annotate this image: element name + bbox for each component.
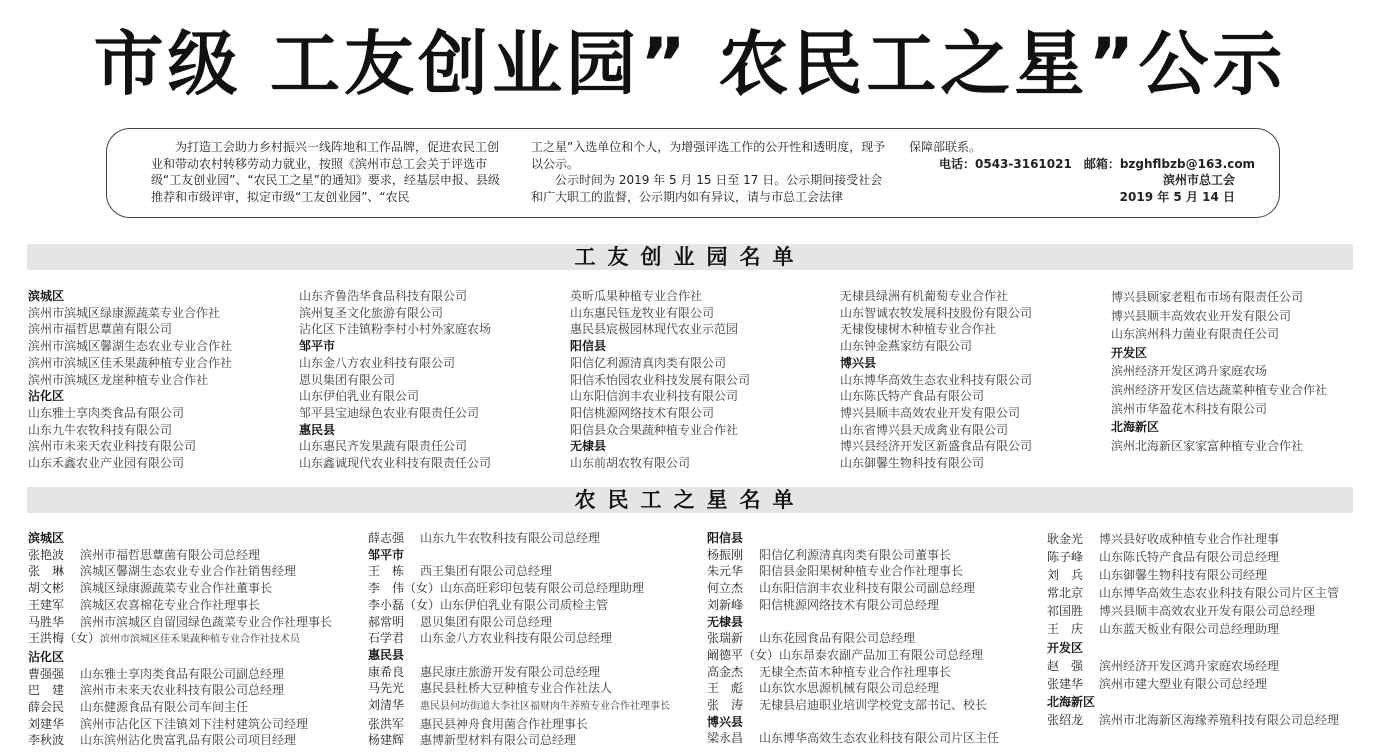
company-entry: 惠民县宸极园林现代农业示范园 — [570, 322, 739, 337]
star-entry — [1047, 602, 1339, 620]
parks-column — [299, 288, 491, 472]
company-entry: 山东惠民钰龙牧业有限公司 — [570, 305, 715, 320]
person-name: 马先光 — [368, 681, 405, 696]
star-entry — [28, 682, 332, 699]
company-entry: 山东九牛农牧科技有限公司 — [28, 422, 173, 437]
district-heading: 阳信县 — [570, 339, 607, 354]
person-name: 祁国胜 — [1047, 604, 1084, 619]
district-heading: 北海新区 — [1047, 694, 1096, 709]
star-entry — [707, 547, 999, 564]
person-name: 刘建华 — [28, 716, 65, 731]
company-entry: 山东陈氏特产食品有限公司 — [840, 389, 985, 404]
company-entry: 山东省博兴县天成禽业有限公司 — [840, 422, 1009, 437]
person-title: 山东伊伯乳业有限公司质检主管 — [440, 597, 609, 612]
person-title: 山东蓝天板业有限公司总经理助理 — [1099, 622, 1280, 637]
person-name: 王 彪 — [707, 681, 744, 696]
person-title: 滨城区农喜棉花专业合作社理事长 — [80, 597, 261, 612]
company-entry: 滨州市滨城区馨湖生态农业专业合作社 — [28, 339, 233, 354]
star-entry — [368, 680, 670, 697]
district-heading: 滨城区 — [28, 289, 65, 303]
star-entry — [1047, 530, 1339, 548]
district-heading: 惠民县 — [299, 422, 336, 437]
district-heading: 北海新区 — [1111, 420, 1160, 435]
person-title: 山东花园食品有限公司总经理 — [759, 631, 916, 646]
person-title: 滨州市未来天农业科技有限公司总经理 — [80, 683, 285, 698]
company-entry: 滨州市滨城区佳禾果蔬种植专业合作社 — [28, 355, 233, 370]
company-entry: 博兴县顺丰高效农业开发有限公司 — [1111, 308, 1292, 323]
company-entry: 恩贝集团有限公司 — [299, 372, 396, 387]
star-entry — [28, 580, 332, 597]
company-entry: 邹平县宝迪绿色农业有限责任公司 — [299, 405, 480, 420]
district-heading: 开发区 — [1047, 640, 1084, 655]
person-name: 张 琳 — [28, 564, 65, 579]
stars-column — [28, 530, 332, 749]
star-entry — [368, 530, 670, 547]
star-entry — [28, 666, 332, 683]
star-entry — [28, 547, 332, 564]
star-entry — [1047, 584, 1339, 602]
person-name: 张建华 — [1047, 676, 1084, 691]
person-title: 滨城区绿康源蔬菜专业合作社董事长 — [80, 581, 273, 596]
person-name: 张绍龙 — [1047, 712, 1084, 727]
star-entry — [707, 647, 999, 664]
person-name: 康希良 — [368, 664, 405, 679]
company-entry: 山东鑫诚现代农业科技有限责任公司 — [299, 456, 492, 471]
company-entry: 阳信禾怡园农业科技发展有限公司 — [570, 372, 751, 387]
company-entry: 滨州北海新区家家富种植专业合作社 — [1111, 438, 1304, 453]
person-title: 滨州市滨城区自留园绿色蔬菜专业合作社理事长 — [80, 614, 333, 629]
person-title: 惠民县神舟食用菌合作社理事长 — [420, 716, 589, 731]
company-entry: 山东雅士享肉类食品有限公司 — [28, 405, 185, 420]
person-title: 惠民县杜桥大豆种植专业合作社法人 — [420, 681, 613, 696]
district-heading: 无棣县 — [707, 614, 744, 629]
person-title: 惠民康庄旅游开发有限公司总经理 — [420, 664, 601, 679]
notice-date: 2019 年 5 月 14 日 — [1119, 189, 1235, 204]
person-title: 山东饮水思源机械有限公司总经理 — [759, 681, 940, 696]
notice-org: 滨州市总工会 — [1162, 173, 1235, 187]
district-heading: 博兴县 — [707, 714, 744, 729]
person-name: 张 涛 — [707, 698, 744, 713]
star-entry — [707, 563, 999, 580]
star-entry — [1047, 657, 1339, 675]
person-name: 薛志强 — [368, 531, 405, 545]
person-name: 胡文彬 — [28, 581, 65, 596]
company-entry: 博兴县经济开发区新盛食品有限公司 — [840, 439, 1033, 454]
star-entry — [707, 680, 999, 697]
section-band-parks: 工友创业园名单 — [27, 244, 1353, 270]
notice-column-2 — [531, 139, 891, 205]
person-title: 恩贝集团有限公司总经理 — [420, 614, 553, 629]
company-entry: 滨州市华盈花木科技有限公司 — [1111, 401, 1268, 416]
person-name: 石学君 — [368, 631, 405, 646]
company-entry: 山东伊伯乳业有限公司 — [299, 389, 420, 404]
person-name: 张艳波 — [28, 547, 65, 562]
company-entry: 英昕瓜果种植专业合作社 — [570, 289, 703, 303]
person-title: 滨州市福哲思蕈菌有限公司总经理 — [80, 547, 261, 562]
person-name: 高金杰 — [707, 664, 744, 679]
star-entry — [707, 697, 999, 714]
star-entry — [707, 730, 999, 747]
star-entry — [28, 732, 332, 749]
person-title: 阳信亿利源清真肉类有限公司董事长 — [759, 547, 952, 562]
person-title: 滨州市沾化区下洼镇刘下洼村建筑公司经理 — [80, 716, 309, 731]
page-title: 市级 工友创业园” 农民工之星”公示 — [93, 23, 1287, 105]
notice-paragraph: 公示时间为 2019 年 5 月 15 日至 17 日。公示期间接受社会和广大职工的监督，公示期内如有异议，请与市总工会法律 — [531, 173, 883, 204]
person-name: 梁永昌 — [707, 731, 744, 746]
company-entry: 滨州经济开发区鸿升家庭农场 — [1111, 364, 1268, 379]
district-heading: 邹平市 — [299, 339, 336, 354]
person-name: 王建军 — [28, 597, 65, 612]
person-title: 无棣县启迪职业培训学校党支部书记、校长 — [759, 698, 988, 713]
company-entry: 山东阳信润丰农业科技有限公司 — [570, 389, 739, 404]
star-entry — [707, 580, 999, 597]
company-entry: 博兴县顺丰高效农业开发有限公司 — [840, 405, 1021, 420]
parks-column — [840, 288, 1032, 472]
person-title: 山东御馨生物科技有限公司经理 — [1099, 568, 1268, 583]
district-heading: 惠民县 — [368, 647, 405, 662]
person-name: 李 伟（女） — [368, 581, 441, 596]
person-name: 刘 兵 — [1047, 568, 1084, 583]
person-name: 杨振刚 — [707, 547, 744, 562]
star-entry — [368, 563, 670, 580]
person-name: 刘清华 — [368, 698, 405, 713]
district-heading: 沾化区 — [28, 389, 65, 404]
person-title: 滨州市滨城区佳禾果蔬种植专业合作社技术员 — [100, 634, 301, 646]
company-entry: 山东禾鑫农业产业园有限公司 — [28, 456, 185, 471]
person-title: 博兴县好收成种植专业合作社理事 — [1099, 532, 1280, 546]
person-title: 山东九牛农牧科技有限公司总经理 — [420, 531, 601, 545]
company-entry: 无棣俊棣树木种植专业合作社 — [840, 322, 997, 337]
company-entry: 博兴县顾家老粗布市场有限责任公司 — [1111, 290, 1304, 304]
notice-box — [106, 128, 1280, 218]
star-entry — [28, 699, 332, 716]
person-title: 山东健源食品有限公司车间主任 — [80, 700, 249, 715]
company-entry: 山东博华高效生态农业科技有限公司 — [840, 372, 1033, 387]
company-entry: 沾化区下洼镇粉李村小村外家庭农场 — [299, 322, 492, 337]
notice-paragraph: 工之星”入选单位和个人，为增强评选工作的公开性和透明度，现予以公示。 — [531, 140, 886, 171]
person-name: 陈子峰 — [1047, 550, 1084, 565]
district-heading: 沾化区 — [28, 649, 65, 664]
star-entry — [1047, 566, 1339, 584]
person-title: 山东金八方农业科技有限公司总经理 — [420, 631, 613, 646]
person-name: 巴 建 — [28, 683, 65, 698]
person-title: 惠民县何坊街道大李社区福财肉牛养殖专业合作社理事长 — [420, 701, 670, 713]
star-entry — [28, 716, 332, 733]
person-name: 赵 强 — [1047, 658, 1084, 673]
district-heading: 滨城区 — [28, 531, 65, 545]
company-entry: 滨州市滨城区龙崖种植专业合作社 — [28, 372, 209, 387]
person-name: 刘新峰 — [707, 597, 744, 612]
star-entry — [1047, 711, 1339, 729]
person-name: 杨建辉 — [368, 733, 405, 748]
star-entry — [28, 563, 332, 580]
company-entry: 无棣县绿洲有机葡萄专业合作社 — [840, 289, 1009, 303]
company-entry: 阳信亿利源清真肉类有限公司 — [570, 355, 727, 370]
section-band-stars: 农民工之星名单 — [27, 487, 1353, 513]
star-entry — [28, 597, 332, 614]
stars-column — [707, 530, 999, 747]
stars-column — [368, 530, 670, 749]
district-heading: 博兴县 — [840, 355, 877, 370]
person-title: 山东高旺彩印包装有限公司总经理助理 — [440, 581, 645, 596]
person-title: 滨州市建大塑业有限公司总经理 — [1099, 676, 1268, 691]
company-entry: 阳信桃源网络技术有限公司 — [570, 405, 715, 420]
star-entry — [707, 597, 999, 614]
district-heading: 邹平市 — [368, 547, 405, 562]
star-entry — [1047, 675, 1339, 693]
person-name: 李小磊（女） — [368, 597, 441, 612]
company-entry: 山东前胡农牧有限公司 — [570, 456, 691, 471]
district-heading: 无棣县 — [570, 439, 607, 454]
star-entry — [28, 614, 332, 631]
person-name: 薛会民 — [28, 700, 65, 715]
person-title: 西王集团有限公司总经理 — [420, 564, 553, 579]
person-title: 山东博华高效生态农业科技有限公司片区主管 — [1099, 586, 1340, 601]
person-title: 博兴县顺丰高效农业开发有限公司总经理 — [1099, 604, 1316, 619]
person-title: 山东陈氏特产食品有限公司总经理 — [1099, 550, 1280, 565]
company-entry: 山东齐鲁浩华食品科技有限公司 — [299, 289, 468, 303]
person-name: 朱元华 — [707, 564, 744, 579]
company-entry: 滨州市福哲思蕈菌有限公司 — [28, 322, 173, 337]
stars-column — [1047, 530, 1339, 729]
star-entry — [368, 597, 670, 614]
star-entry — [368, 697, 670, 716]
company-entry: 滨州市未来天农业科技有限公司 — [28, 439, 197, 454]
person-name: 张洪军 — [368, 716, 405, 731]
person-name: 王 栋 — [368, 564, 405, 579]
company-entry: 山东智诚农牧发展科技股份有限公司 — [840, 305, 1033, 320]
person-name: 曹强强 — [28, 666, 65, 681]
person-name: 常北京 — [1047, 586, 1084, 601]
district-heading: 阳信县 — [707, 531, 744, 545]
person-name: 王 庆 — [1047, 622, 1084, 637]
person-title: 阳信桃源网络技术有限公司总经理 — [759, 597, 940, 612]
person-title: 山东昂泰农副产品加工有限公司总经理 — [779, 647, 984, 662]
notice-contact: 电话：0543-3161021 邮箱：bzghflbzb@163.com — [939, 156, 1256, 171]
company-entry: 阳信县众合果蔬种植专业合作社 — [570, 422, 739, 437]
person-title: 滨州市北海新区海缘养殖科技有限公司总经理 — [1099, 712, 1340, 727]
company-entry: 滨州复圣文化旅游有限公司 — [299, 305, 444, 320]
person-name: 马胜华 — [28, 614, 65, 629]
star-entry — [28, 630, 332, 649]
person-title: 阳信县金阳果树种植专业合作社理事长 — [759, 564, 964, 579]
star-entry — [707, 664, 999, 681]
person-title: 山东博华高效生态农业科技有限公司片区主任 — [759, 731, 1000, 746]
parks-column — [28, 288, 232, 472]
company-entry: 滨州经济开发区信达蔬菜种植专业合作社 — [1111, 382, 1328, 397]
notice-column-1 — [151, 139, 509, 205]
star-entry — [368, 580, 670, 597]
person-title: 滨州经济开发区鸿升家庭农场经理 — [1099, 658, 1280, 673]
company-entry: 山东御馨生物科技有限公司 — [840, 456, 985, 471]
star-entry — [1047, 548, 1339, 566]
parks-column — [1111, 288, 1327, 455]
company-entry: 山东钟金燕家纺有限公司 — [840, 339, 973, 354]
star-entry — [368, 716, 670, 733]
notice-column-3 — [909, 139, 1259, 205]
person-title: 无棣全杰苗木种植专业合作社理事长 — [759, 664, 952, 679]
person-title: 山东雅士享肉类食品有限公司副总经理 — [80, 666, 285, 681]
person-name: 阚德平（女） — [707, 647, 780, 662]
notice-paragraph: 为打造工会助力乡村振兴一线阵地和工作品牌，促进农民工创业和带动农村转移劳动力就业，按照《滨州市总工会关于评选市级“工友创业园”、“农民工之星”的通知》要求，经基层申报、县级推荐和市级评审，拟定市级“工友创业园”、“农民 — [151, 140, 500, 204]
star-entry — [368, 664, 670, 681]
notice-paragraph: 保障部联系。 — [909, 140, 982, 154]
star-entry — [368, 614, 670, 631]
person-title: 山东阳信润丰农业科技有限公司副总经理 — [759, 581, 976, 596]
company-entry: 山东滨州科力菌业有限责任公司 — [1111, 327, 1280, 342]
star-entry — [368, 732, 670, 749]
district-heading: 开发区 — [1111, 345, 1148, 360]
person-title: 滨城区馨湖生态农业专业合作社销售经理 — [80, 564, 297, 579]
person-name: 郝常明 — [368, 614, 405, 629]
star-entry — [1047, 620, 1339, 638]
person-name: 李秋波 — [28, 733, 65, 748]
person-name: 张瑞新 — [707, 631, 744, 646]
star-entry — [707, 630, 999, 647]
person-name: 耿金光 — [1047, 532, 1084, 546]
person-title: 惠博新型材料有限公司总经理 — [420, 733, 577, 748]
parks-column — [570, 288, 750, 472]
company-entry: 山东惠民齐发果蔬有限责任公司 — [299, 439, 468, 454]
company-entry: 山东金八方农业科技有限公司 — [299, 355, 456, 370]
person-name: 王洪梅（女） — [28, 631, 101, 646]
star-entry — [368, 630, 670, 647]
person-title: 山东滨州沾化贵富乳品有限公司项目经理 — [80, 733, 297, 748]
company-entry: 滨州市滨城区绿康源蔬菜专业合作社 — [28, 305, 221, 320]
person-name: 何立杰 — [707, 581, 744, 596]
